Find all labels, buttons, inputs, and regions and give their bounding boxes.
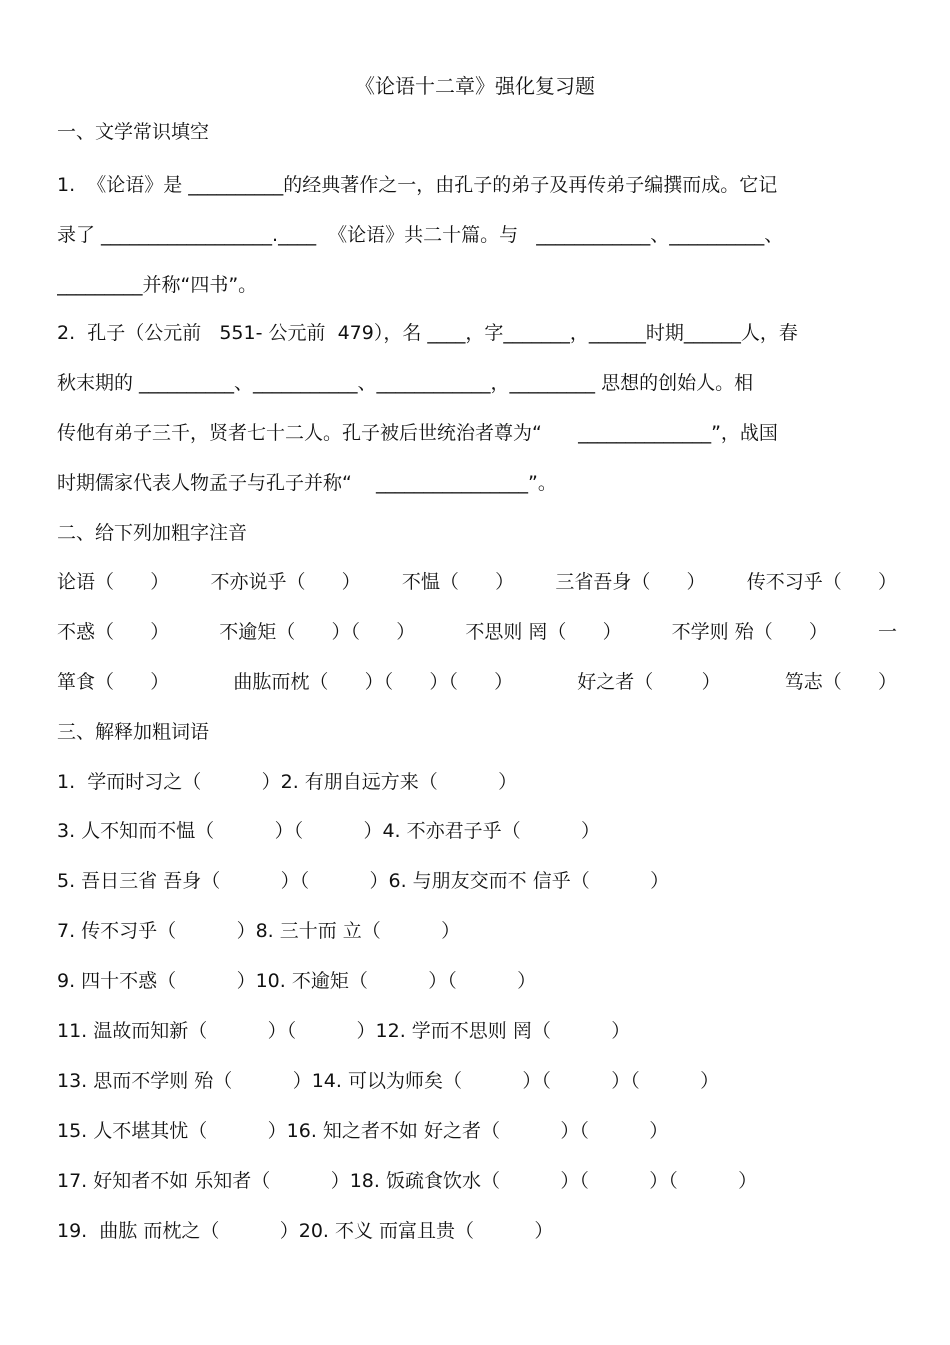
pinyin-item: 笃志（ ） [784,671,897,693]
pinyin-item: 好之者（ ） [577,671,721,693]
literature-line: _________并称“四书”。 [57,274,258,296]
section-heading-literature: 一、文学常识填空 [57,121,210,143]
pinyin-row [57,617,897,647]
pinyin-item: 不亦说乎（ ） [210,571,361,593]
pinyin-row [57,667,897,697]
pinyin-row [57,567,897,597]
literature-line: 传他有弟子三千，贤者七十二人。孔子被后世统治者尊为“ ______________”，战国 [57,422,778,444]
pinyin-item: 不思则 罔（ ） [465,621,622,643]
pinyin-item: 三省吾身（ ） [555,571,706,593]
explain-line: 13. 思而不学则 殆（ ）14. 可以为师矣（ ）（ ）（ ） [57,1070,720,1092]
pinyin-item: 传不习乎（ ） [746,571,897,593]
pinyin-item: 一 [877,621,897,643]
pinyin-item: 不学则 殆（ ） [671,621,828,643]
literature-line: 时期儒家代表人物孟子与孔子并称“ ________________”。 [57,472,557,494]
pinyin-item: 论语（ ） [57,571,170,593]
explain-line: 19. 曲肱 而枕之（ ）20. 不义 而富且贵（ ） [57,1220,554,1242]
explain-line: 7. 传不习乎（ ）8. 三十而 立（ ） [57,920,461,942]
explain-line: 9. 四十不惑（ ）10. 不逾矩（ ）（ ） [57,970,537,992]
explain-line: 3. 人不知而不愠（ ）（ ）4. 不亦君子乎（ ） [57,820,601,842]
explain-line: 1. 学而时习之（ ）2. 有朋自远方来（ ） [57,771,518,793]
pinyin-item: 箪食（ ） [57,671,170,693]
literature-line: 2. 孔子（公元前 551- 公元前 479），名 ____，字_______，______时期______人，春 [57,322,798,344]
literature-line: 秋末期的 __________、___________、____________，_________ 思想的创始人。相 [57,372,754,394]
explain-line: 11. 温故而知新（ ）（ ）12. 学而不思则 罔（ ） [57,1020,631,1042]
section-heading-pinyin: 二、给下列加粗字注音 [57,522,248,544]
section-heading-explain: 三、解释加粗词语 [57,721,210,743]
literature-line: 录了 __________________.____ 《论语》共二十篇。与 ____________、__________、 [57,224,784,246]
pinyin-item: 曲肱而枕（ ）（ ）（ ） [233,671,514,693]
pinyin-item: 不惑（ ） [57,621,170,643]
explain-line: 15. 人不堪其忧（ ）16. 知之者不如 好之者（ ）（ ） [57,1120,669,1142]
explain-line: 17. 好知者不如 乐知者（ ）18. 饭疏食饮水（ ）（ ）（ ） [57,1170,758,1192]
page-title: 《论语十二章》强化复习题 [355,74,595,98]
pinyin-item: 不愠（ ） [401,571,515,593]
pinyin-item: 不逾矩（ ）（ ） [219,621,416,643]
explain-line: 5. 吾日三省 吾身（ ）（ ）6. 与朋友交而不 信乎（ ） [57,870,670,892]
literature-line: 1. 《论语》是 __________的经典著作之一，由孔子的弟子及再传弟子编撰而成。它记 [57,174,778,196]
